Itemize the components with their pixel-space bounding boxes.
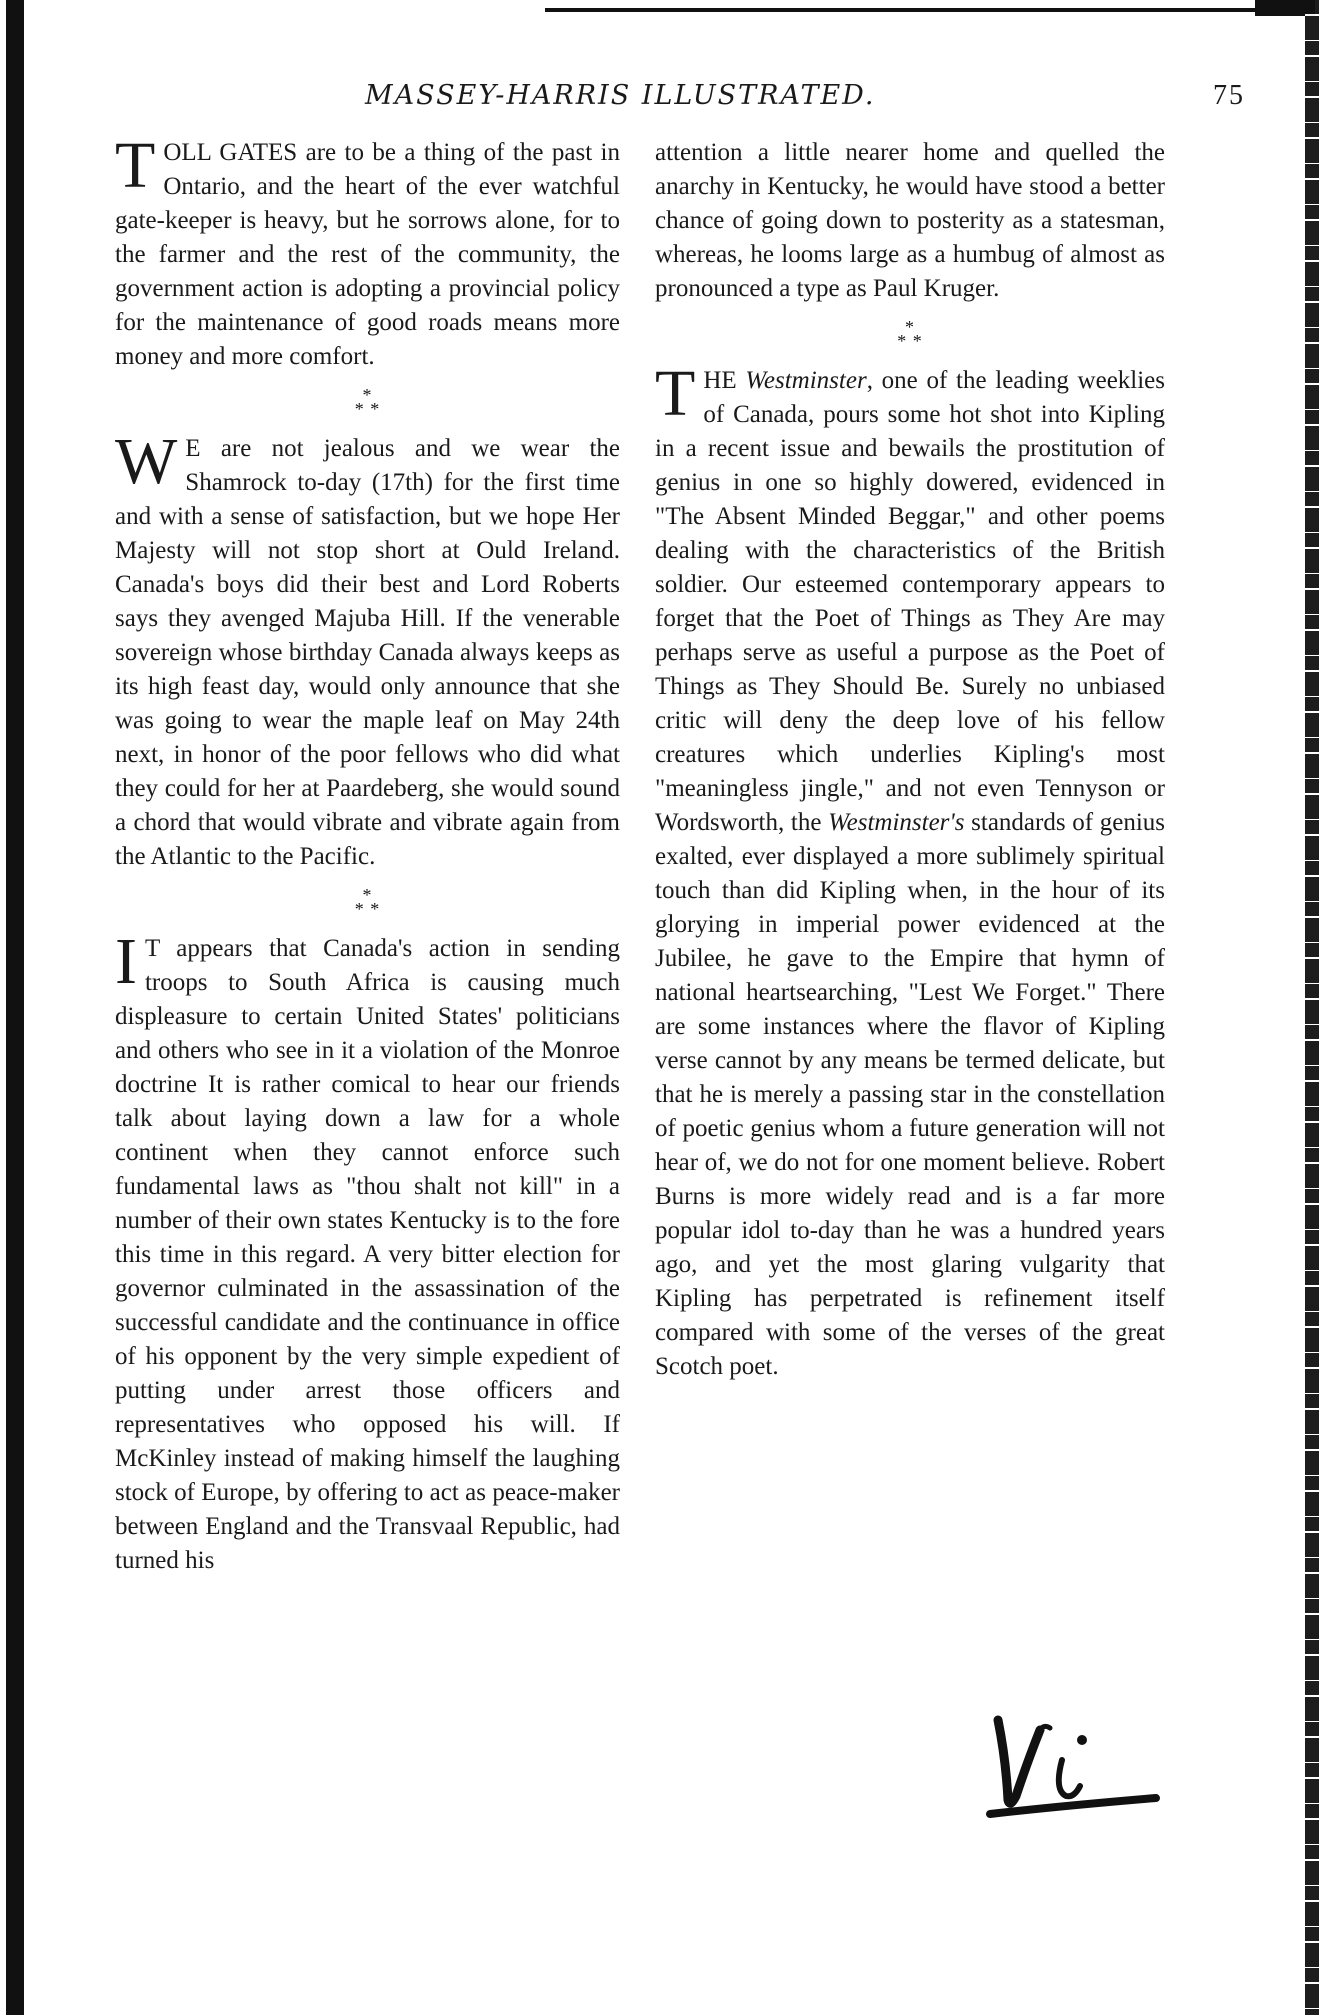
dropcap: W — [115, 425, 178, 498]
dropcap: I — [115, 925, 137, 998]
paragraph-text: , one of the leading weeklies of Canada, pours some hot shot into Kipling in a recent issue and bewails the prostitution of genius in one so highly dowered, evidenced in "The Absent Minded Beggar," and other poems dealing with the characteristics of the British soldier. Our esteemed contemporary appears to forget that the Poet of Things as They Are may perhaps serve as useful a purpose as the Poet of Things as They Should Be. Surely no unbiased critic will deny the deep love of his fellow creatures which underlies Kipling's most "meaningless jingle," and not even Tennyson or Wordsworth, the — [655, 367, 1166, 836]
paragraph-text: T appears that Canada's action in sending troops to South Africa is causing much displeasure to certain United States' politicians and others who see in it a violation of the Monroe doctrine It is rather comical to hear our friends talk about laying down a law for a whole continent when they cannot enforce such fundamental laws as "thou shalt not kill" in a number of their own states Kentucky is to the fore this time in this regard. A very bitter election for governor culminated in the assassination of the successful candidate and the continuance in office of his opponent by the very simple expedient of putting under arrest those officers and representatives who opposed his will. If McKinley instead of making himself the laughing stock of Europe, by offering to act as peace-maker between England and the Transvaal Republic, had turned his — [115, 935, 620, 1574]
asterism-star: * — [354, 899, 365, 919]
publication-name: Westminster — [745, 367, 867, 394]
asterism-star: * — [912, 331, 923, 351]
asterism-star: * — [905, 317, 915, 337]
asterism-star: * — [897, 331, 908, 351]
dropcap: T — [115, 129, 156, 202]
asterism-star: * — [370, 899, 381, 919]
dropcap: T — [655, 357, 696, 430]
paragraph-text: OLL GATES are to be a thing of the past in Ontario, and the heart of the ever watchful gate-keeper is heavy, but he sorrows alone, for to the farmer and the rest of the community, the government action is adopting a provincial policy for the maintenance of good roads means more money and more comfort. — [115, 139, 620, 370]
asterism-separator — [655, 317, 1165, 351]
paragraph-text: standards of genius exalted, ever displayed a more sublimely spiritual touch than did Kipling when, in the hour of its glorying in imperial power evidenced at the Jubilee, he gave to the Empire that hymn of national heartsearching, "Lest We Forget." There are some instances where the flavor of Kipling verse cannot by any means be termed delicate, but that he is merely a passing star in the constellation of poetic genius whom a future generation will not hear of, we do not for one moment believe. Robert Burns is more widely read and is a far more popular idol to-day than he was a hundred years ago, and yet the most glaring vulgarity that Kipling has perpetrated is refinement itself compared with some of the verses of the great Scotch poet. — [655, 809, 1165, 1380]
paragraph-shamrock — [115, 425, 620, 874]
paragraph-continuation: attention a little nearer home and quelled the anarchy in Kentucky, he would have stood a better chance of going down to posterity as a statesman, whereas, he looms large as a humbug of almost as pronounced a type as Paul Kruger. — [655, 139, 1165, 302]
paragraph-westminster-kipling — [655, 357, 1166, 1384]
right-column — [655, 136, 1165, 1384]
publication-title: MASSEY-HARRIS ILLUSTRATED. — [365, 80, 876, 111]
scan-left-edge — [6, 0, 24, 2015]
scan-right-edge — [1305, 0, 1319, 2015]
paragraph-toll-gates — [115, 129, 620, 374]
asterism-star: * — [354, 399, 365, 419]
scan-top-rule — [545, 8, 1315, 12]
asterism-separator — [115, 885, 620, 919]
asterism-star: * — [362, 885, 373, 905]
editor-signature — [970, 1700, 1170, 1820]
asterism-separator — [115, 385, 620, 419]
page-header — [365, 80, 1245, 122]
asterism-star: * — [362, 385, 373, 405]
left-column — [115, 129, 620, 1578]
paragraph-monroe-doctrine — [115, 925, 620, 1578]
page-number: 75 — [1213, 80, 1245, 111]
paragraph-text: HE — [703, 367, 746, 394]
publication-name: Westminster's — [828, 809, 965, 836]
asterism-star: * — [370, 399, 381, 419]
paragraph-text: E are not jealous and we wear the Shamrock to-day (17th) for the first time and with a sense of satisfaction, but we hope Her Majesty will not stop short at Ould Ireland. Canada's boys did their best and Lord Roberts says they avenged Majuba Hill. If the venerable sovereign whose birthday Canada always keeps as its high feast day, would only announce that she was going to wear the maple leaf on May 24th next, in honor of the poor fellows who did what they could for her at Paardeberg, she would sound a chord that would vibrate and vibrate again from the Atlantic to the Pacific. — [115, 435, 620, 870]
